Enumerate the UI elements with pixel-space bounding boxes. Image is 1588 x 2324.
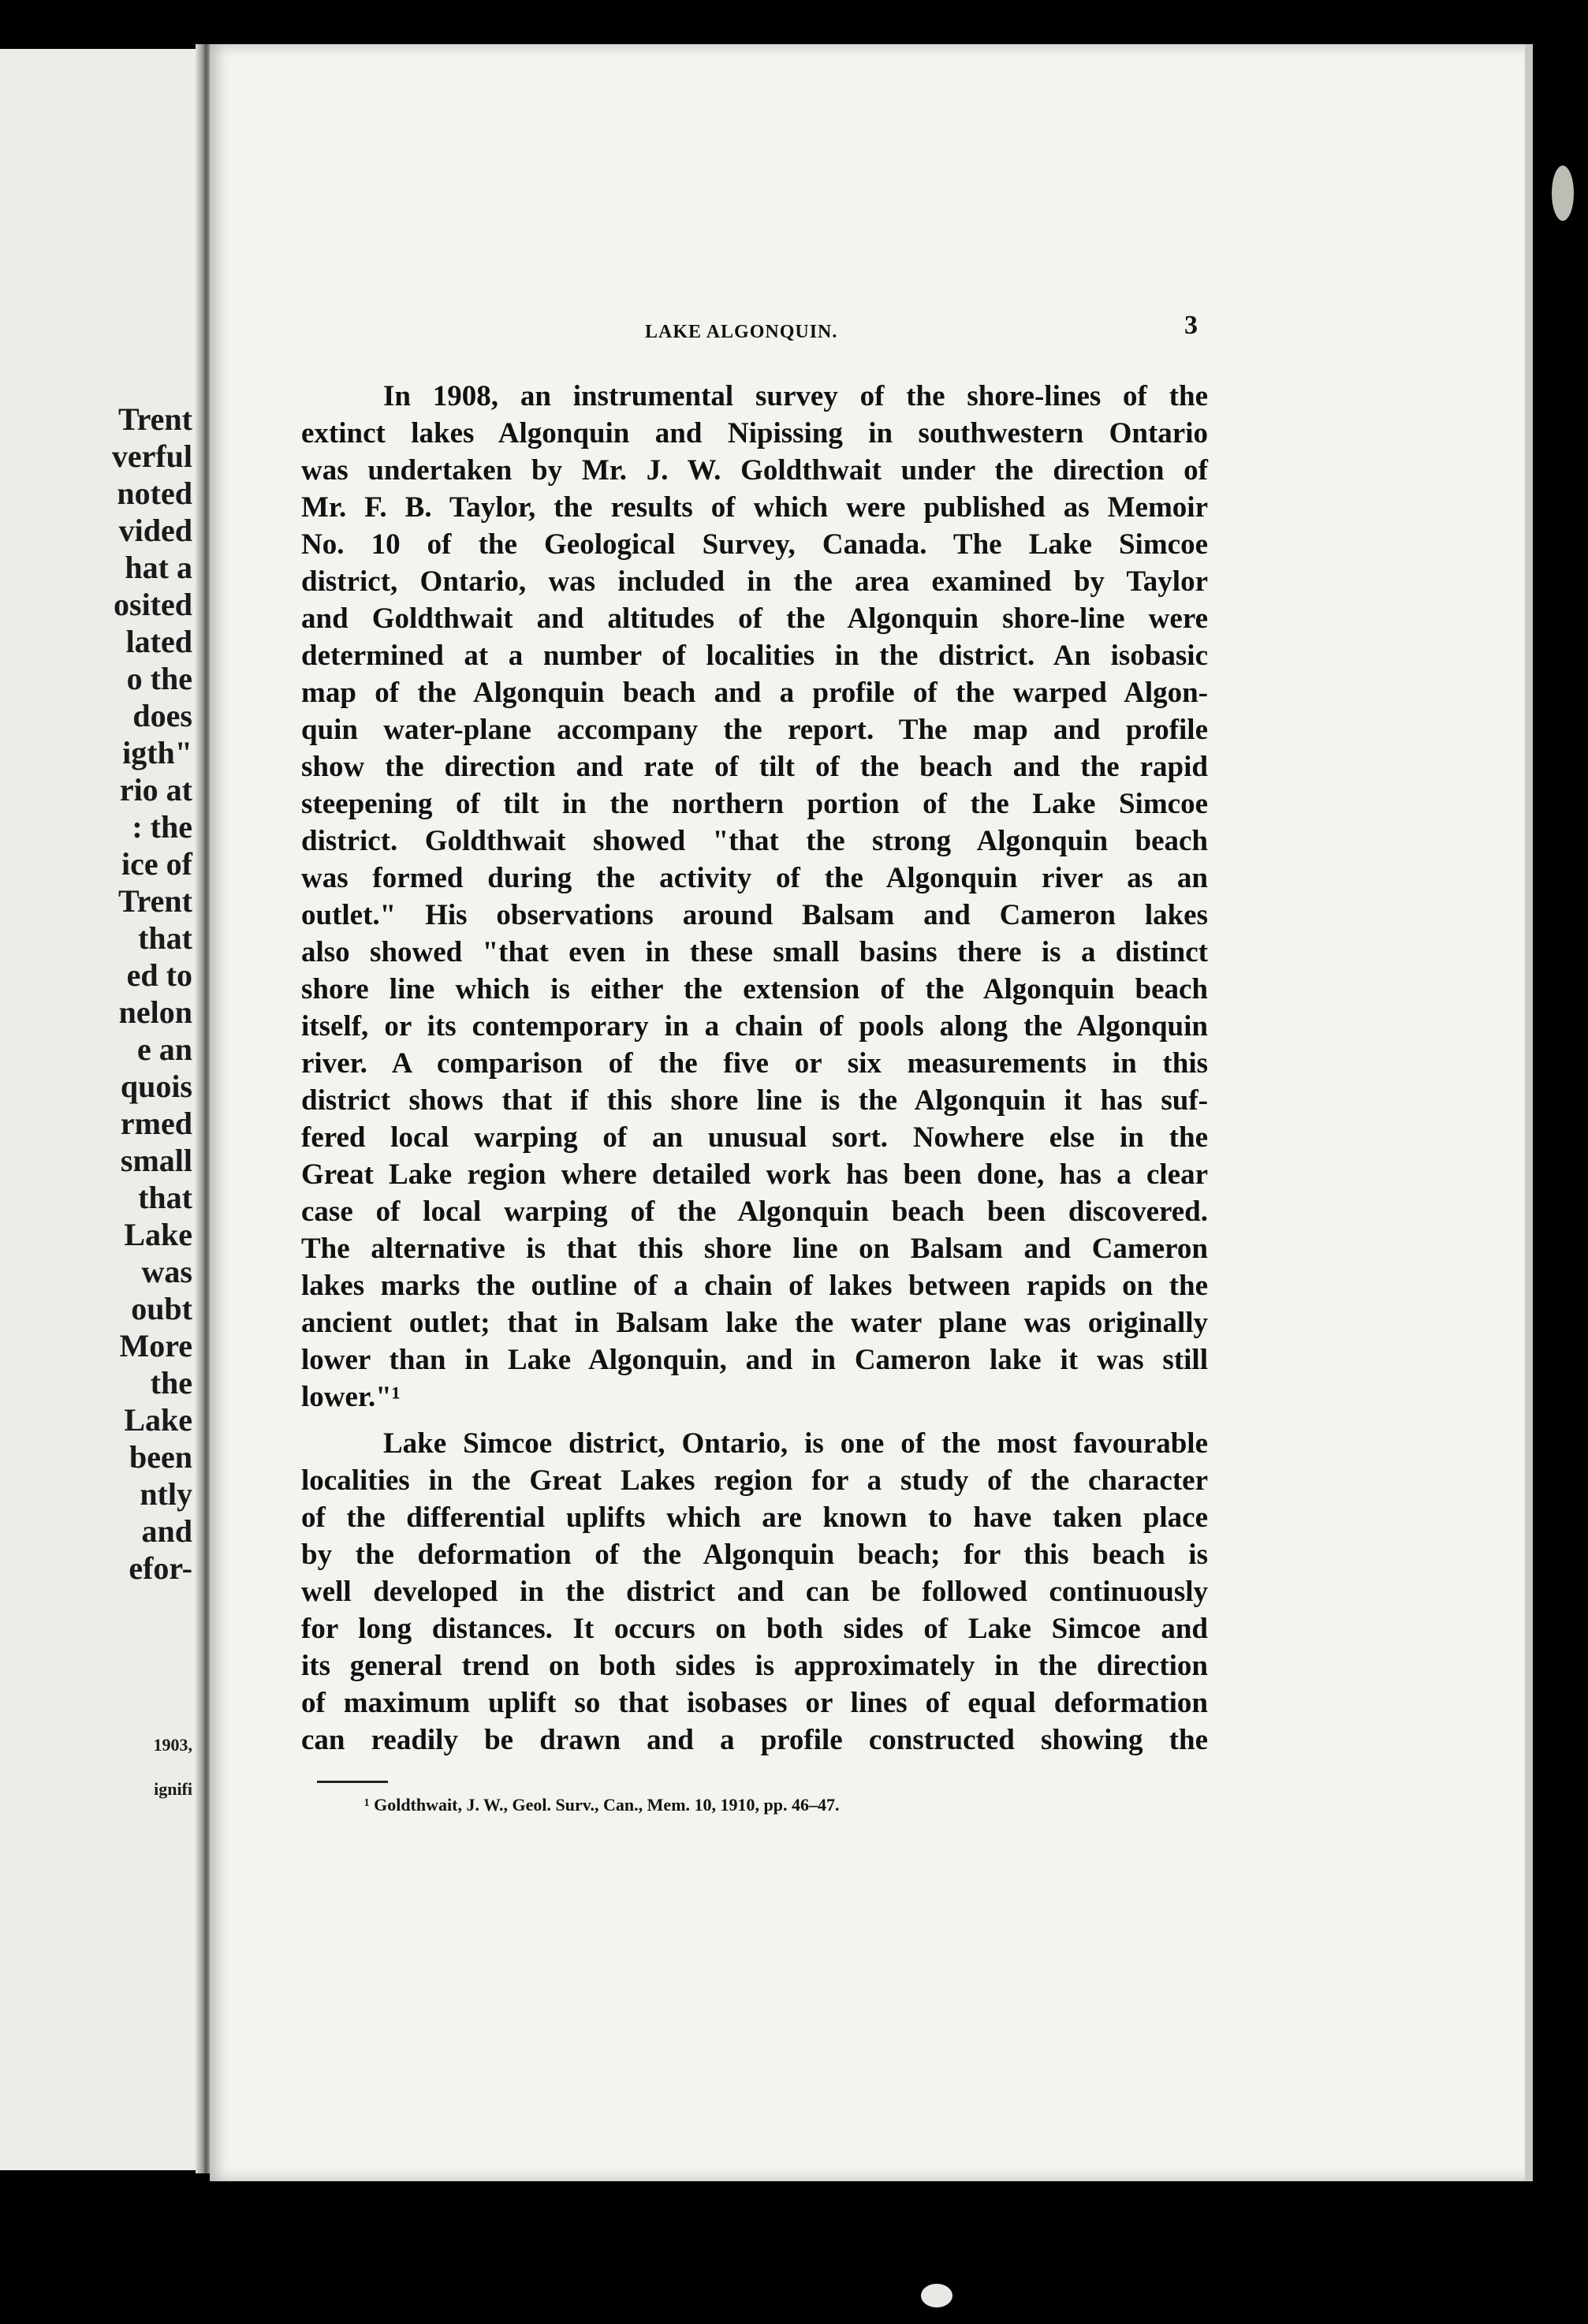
text-line: district shows that if this shore line is the Algonquin it has suf- [301, 1084, 1208, 1117]
left-page-line: Trent [117, 883, 192, 919]
text-line: lakes marks the outline of a chain of lakes between rapids on the [301, 1270, 1208, 1302]
text-line: of the differential uplifts which are known to have taken place [301, 1501, 1208, 1534]
left-page-footnote-fragment: ignifi [154, 1779, 192, 1799]
text-line: its general trend on both sides is approximately in the direction [301, 1650, 1208, 1682]
left-page-line: o the [126, 661, 192, 696]
text-line: river. A comparison of the five or six measurements in this [301, 1047, 1208, 1080]
left-page-line: noted [117, 476, 192, 511]
text-line: lower."¹ [301, 1381, 401, 1413]
text-line: Mr. F. B. Taylor, the results of which were published as Memoir [301, 491, 1208, 524]
left-page-line: Trent [117, 401, 192, 437]
left-page-line: does [132, 698, 192, 733]
left-page-line: the [150, 1365, 192, 1401]
left-page-line: nelon [118, 994, 192, 1030]
left-page-footnote-fragment: 1903, [153, 1735, 192, 1755]
text-line: also showed "that even in these small basins there is a distinct [301, 936, 1208, 968]
left-page-line: : the [132, 809, 192, 845]
left-page-line: More [119, 1328, 192, 1363]
text-line: extinct lakes Algonquin and Nipissing in southwestern Ontario [301, 417, 1208, 450]
left-page-line: ed to [126, 957, 192, 993]
left-page-line: hat a [125, 550, 192, 585]
scan-artifact [921, 2284, 952, 2307]
left-page-line: efor- [129, 1550, 192, 1586]
text-line: by the deformation of the Algonquin beach; for this beach is [301, 1539, 1208, 1571]
left-page-line: rio at [119, 772, 192, 808]
text-line: district, Ontario, was included in the area examined by Taylor [301, 565, 1208, 598]
scan-artifact [1552, 166, 1574, 221]
text-line: was undertaken by Mr. J. W. Goldthwait under the direction of [301, 454, 1208, 487]
left-page-line: oubt [131, 1291, 192, 1326]
left-page-line: was [141, 1254, 192, 1289]
text-line: map of the Algonquin beach and a profile of the warped Algon- [301, 677, 1208, 709]
footnote-rule [317, 1781, 388, 1783]
text-line: of maximum uplift so that isobases or lines of equal deformation [301, 1687, 1208, 1719]
left-page-line: and [141, 1513, 192, 1549]
text-line: and Goldthwait and altitudes of the Algonquin shore-line were [301, 602, 1208, 635]
left-page-line: small [120, 1143, 192, 1178]
page-edge [1525, 44, 1533, 2181]
text-line: localities in the Great Lakes region for a study of the character [301, 1464, 1208, 1497]
text-line: No. 10 of the Geological Survey, Canada. The Lake Simcoe [301, 528, 1208, 561]
text-line: itself, or its contemporary in a chain of pools along the Algonquin [301, 1010, 1208, 1043]
left-page-line: been [129, 1439, 192, 1475]
left-page-line: rmed [120, 1106, 192, 1141]
text-line: fered local warping of an unusual sort. Nowhere else in the [301, 1121, 1208, 1154]
left-page-line: quois [120, 1069, 192, 1104]
footnote: ¹ Goldthwait, J. W., Geol. Surv., Can., Mem. 10, 1910, pp. 46–47. [364, 1795, 840, 1815]
text-line: was formed during the activity of the Algonquin river as an [301, 862, 1208, 894]
text-line: outlet." His observations around Balsam and Cameron lakes [301, 899, 1208, 931]
text-line: can readily be drawn and a profile constructed showing the [301, 1724, 1208, 1756]
text-line: Lake Simcoe district, Ontario, is one of the most favourable [383, 1427, 1208, 1460]
left-page-line: e an [137, 1031, 192, 1067]
text-line: steepening of tilt in the northern portion of the Lake Simcoe [301, 788, 1208, 820]
left-page-line: verful [111, 438, 192, 474]
left-page-line: osited [114, 587, 192, 622]
page-number: 3 [1184, 311, 1198, 340]
text-line: quin water-plane accompany the report. The map and profile [301, 714, 1208, 746]
text-line: The alternative is that this shore line on Balsam and Cameron [301, 1233, 1208, 1265]
running-head: LAKE ALGONQUIN. [645, 322, 838, 342]
text-line: lower than in Lake Algonquin, and in Cameron lake it was still [301, 1344, 1208, 1376]
text-line: district. Goldthwait showed "that the strong Algonquin beach [301, 825, 1208, 857]
text-line: shore line which is either the extension of the Algonquin beach [301, 973, 1208, 1005]
left-page-line: igth" [122, 735, 192, 770]
left-page-line: that [138, 1180, 192, 1215]
left-page-line: lated [125, 624, 192, 659]
text-line: show the direction and rate of tilt of the beach and the rapid [301, 751, 1208, 783]
text-line: for long distances. It occurs on both sides of Lake Simcoe and [301, 1613, 1208, 1645]
text-line: determined at a number of localities in the district. An isobasic [301, 640, 1208, 672]
text-line: Great Lake region where detailed work has been done, has a clear [301, 1158, 1208, 1191]
left-page-line: ntly [140, 1476, 192, 1512]
text-line: well developed in the district and can be followed continuously [301, 1576, 1208, 1608]
left-page-line: Lake [124, 1402, 192, 1438]
left-page-line: ice of [121, 846, 192, 882]
text-line: case of local warping of the Algonquin beach been discovered. [301, 1196, 1208, 1228]
left-page-line: vided [118, 513, 192, 548]
left-page-line: that [138, 920, 192, 956]
text-line: In 1908, an instrumental survey of the shore-lines of the [383, 380, 1208, 412]
left-facing-page [0, 49, 203, 2170]
left-page-line: Lake [124, 1217, 192, 1252]
text-line: ancient outlet; that in Balsam lake the water plane was originally [301, 1307, 1208, 1339]
